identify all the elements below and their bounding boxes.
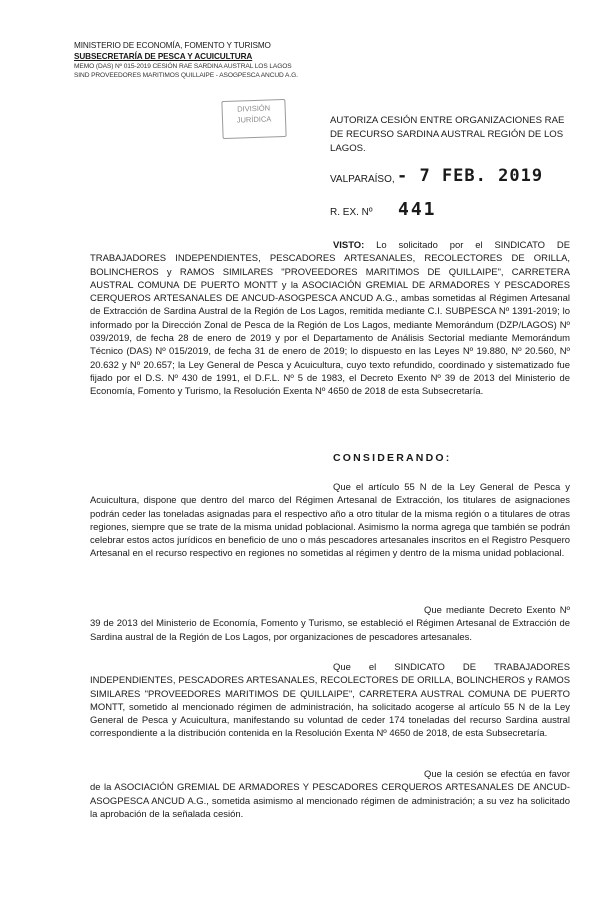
visto-label: VISTO:: [333, 240, 365, 251]
letterhead: [74, 40, 344, 80]
reference-parties: SIND PROVEEDORES MARITIMOS QUILLAIPE - ASOGPESCA ANCUD A.G.: [74, 72, 298, 79]
legal-division-stamp: [221, 99, 286, 139]
considerando-paragraph-3: Que el SINDICATO DE TRABAJADORES INDEPENDIENTES, PESCADORES ARTESANALES, RECOLECTORES DE ORILLA, BOLINCHEROS y RAMOS SIMILARES "PROVEEDORES MARITIMOS DE QUILLAIPE", CARRETERA AUSTRAL COMUNA DE PUERTO MONTT, sometido al mencionado régimen de administración, ha solicitado acogerse al artículo 55 N de la Ley General de Pesca y Acuicultura, manifestando su voluntad de ceder 174 toneladas del recurso Sardina austral correspondiente a la distribución contenida en la Resolución Exenta Nº 4650 de 2018, de esta Subsecretaría.: [90, 662, 570, 740]
resolution-number: 441: [398, 199, 437, 220]
resolution-date: - 7 FEB. 2019: [397, 166, 544, 186]
considerando-heading: CONSIDERANDO:: [333, 452, 452, 464]
visto-paragraph: [90, 239, 570, 399]
considerando-paragraph-2: Que mediante Decreto Exento Nº 39 de 2013 del Ministerio de Economía, Fomento y Turismo, se estableció el Régimen Artesanal de Extracción de Sardina austral de la Región de Los Lagos, por organizaciones de pescadores artesanales.: [90, 605, 570, 643]
subsecretariat-name: SUBSECRETARÍA DE PESCA Y ACUICULTURA: [74, 52, 253, 61]
ministry-name: MINISTERIO DE ECONOMÍA, FOMENTO Y TURISMO: [74, 41, 271, 50]
visto-text: Lo solicitado por el SINDICATO DE TRABAJADORES INDEPENDIENTES, PESCADORES ARTESANALES, RECOLECTORES DE ORILLA, BOLINCHEROS y RAMOS SIMILARES "PROVEEDORES MARITIMOS DE QUILLAIPE", CARRETERA AUSTRAL COMUNA DE PUERTO MONTT y la ASOCIACIÓN GREMIAL DE ARMADORES Y PESCADORES CERQUEROS ARTESANALES DE ANCUD-ASOGPESCA ANCUD A.G., ambas sometidas al Régimen Artesanal de Extracción de Sardina Austral de la Región de Los Lagos, remitida mediante C.I. SUBPESCA Nº 1391-2019; lo informado por la Dirección Zonal de Pesca de la Región de Los Lagos, mediante Memorándum (DZP/LAGOS) Nº 039/2019, de fecha 28 de enero de 2019 y por el Departamento de Análisis Sectorial mediante Memorándum Técnico (DAS) Nº 015/2019, de fecha 31 de enero de 2019; lo dispuesto en las Leyes Nº 19.880, Nº 20.560, Nº 20.632 y Nº 20.657; la Ley General de Pesca y Acuicultura, cuyo texto refundido, coordinado y sistematizado fue fijado por el D.S. Nº 430 de 1991, el D.F.L. Nº 5 de 1983, el Decreto Exento Nº 39 de 2013 del Ministerio de Economía, Fomento y Turismo, la Resolución Exenta Nº 4650 de 2018 de esta Subsecretaría.: [90, 240, 570, 398]
stamp-line-2: JURÍDICA: [236, 114, 272, 125]
resolution-subject: AUTORIZA CESIÓN ENTRE ORGANIZACIONES RAE DE RECURSO SARDINA AUSTRAL REGIÓN DE LOS LAGOS.: [330, 115, 565, 154]
resolution-number-label: R. EX. Nº: [330, 207, 373, 218]
considerando-paragraph-1: Que el artículo 55 N de la Ley General de Pesca y Acuicultura, dispone que dentro del marco del Régimen Artesanal de Extracción, los titulares de asignaciones podrán ceder las toneladas asignadas para el respectivo año a otro titular de la misma región o a titulares de otras regiones, siempre que se trate de la misma unidad poblacional. Asimismo la norma agrega que también se podrán celebrar estos actos jurídicos en beneficio de uno o más pescadores artesanales inscritos en el Registro Pesquero Artesanal en el recurso respectivo en regiones no sometidas al régimen y dentro de la misma unidad poblacional.: [90, 482, 570, 560]
stamp-line-1: DIVISIÓN: [237, 103, 271, 114]
considerando-paragraph-4: Que la cesión se efectúa en favor de la ASOCIACIÓN GREMIAL DE ARMADORES Y PESCADORES CERQUEROS ARTESANALES DE ANCUD-ASOGPESCA ANCUD A.G., sometida asimismo al mencionado régimen de administración; a su vez ha solicitado la aprobación de la señalada cesión.: [90, 769, 570, 820]
reference-memo: MEMO (DAS) Nº 015-2019 CESIÓN RAE SARDINA AUSTRAL LOS LAGOS: [74, 63, 292, 70]
place-label: VALPARAÍSO,: [330, 174, 395, 185]
